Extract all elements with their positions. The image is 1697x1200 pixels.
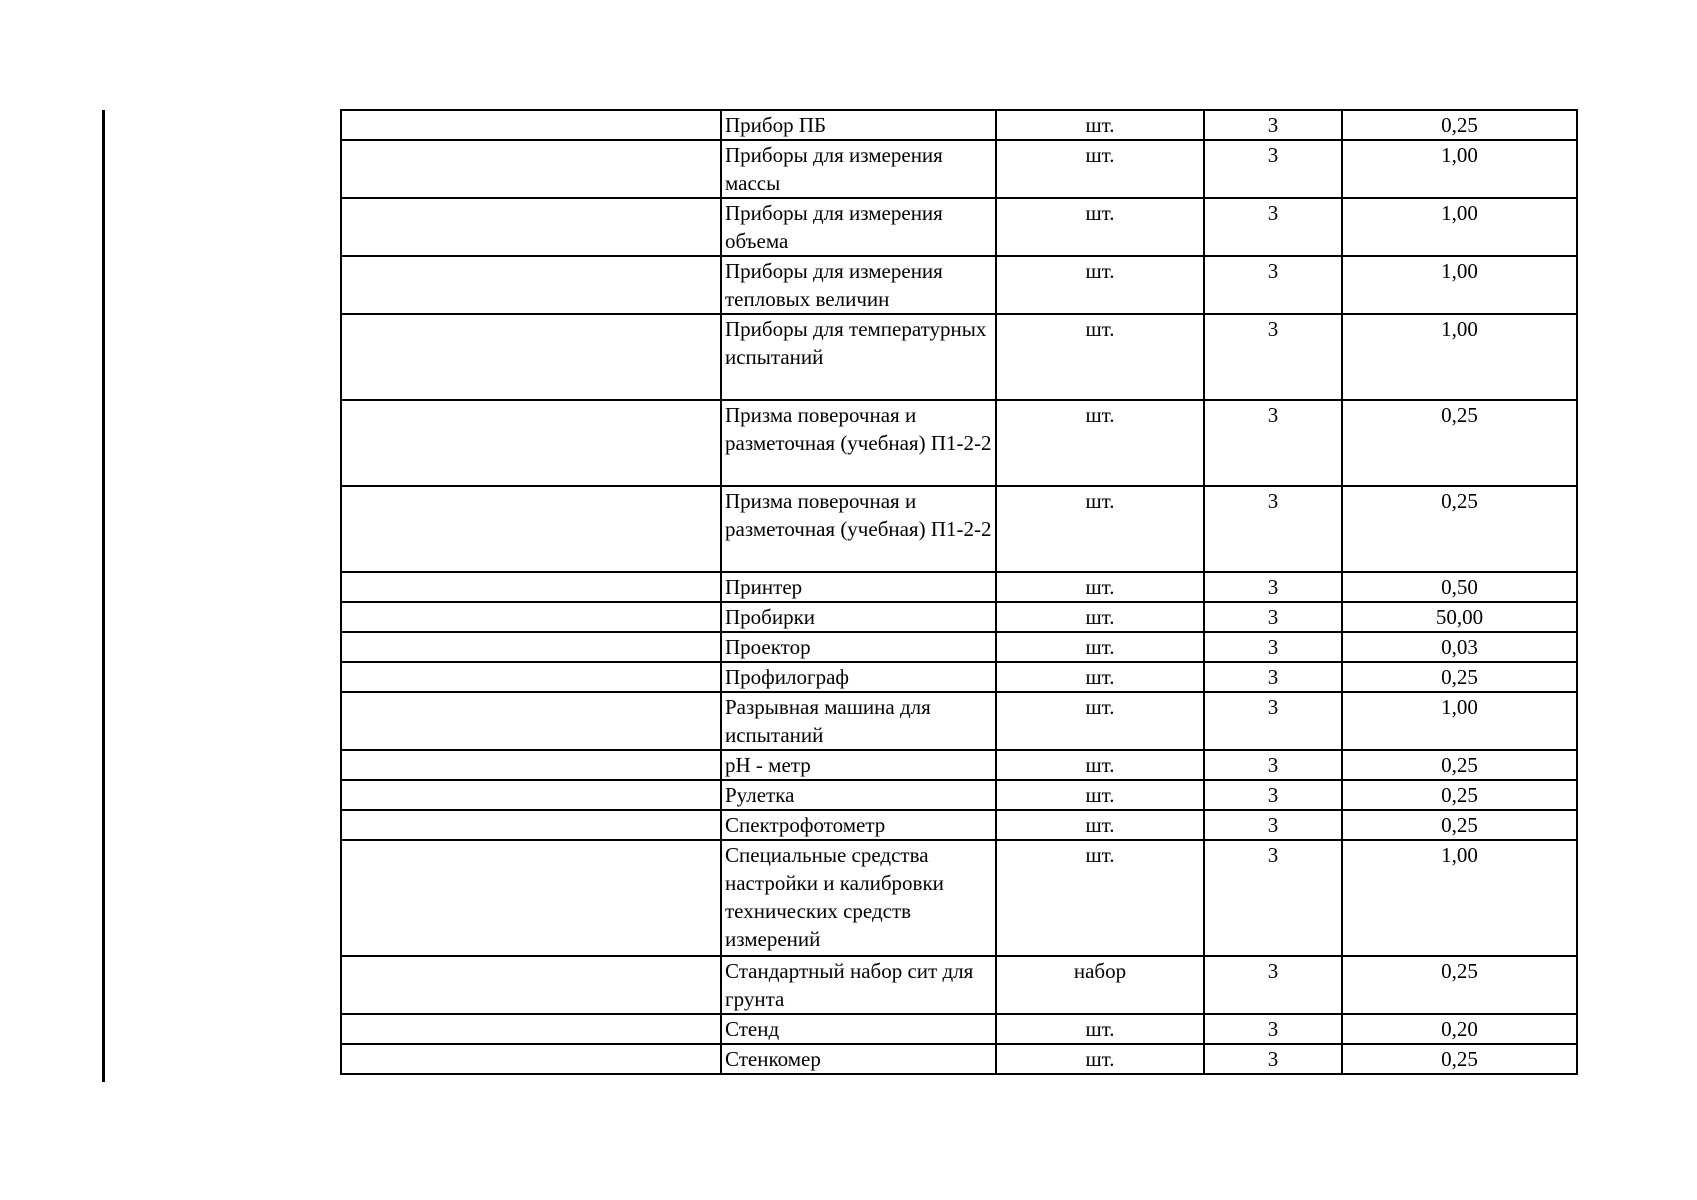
- quantity-cell: 3: [1204, 314, 1342, 400]
- blank-cell: [341, 572, 721, 602]
- quantity-cell: 3: [1204, 602, 1342, 632]
- blank-cell: [341, 110, 721, 140]
- quantity-cell: 3: [1204, 750, 1342, 780]
- norm-value-cell: 0,25: [1342, 486, 1577, 572]
- blank-cell: [341, 750, 721, 780]
- unit-cell: шт.: [996, 1014, 1204, 1044]
- unit-cell: шт.: [996, 662, 1204, 692]
- blank-cell: [341, 314, 721, 400]
- unit-cell: шт.: [996, 602, 1204, 632]
- table-row: [341, 1014, 1577, 1044]
- blank-cell: [341, 1014, 721, 1044]
- table-row: [341, 780, 1577, 810]
- norm-value-cell: 1,00: [1342, 198, 1577, 256]
- blank-cell: [341, 140, 721, 198]
- unit-cell: шт.: [996, 632, 1204, 662]
- item-name-cell: Рулетка: [721, 780, 996, 810]
- blank-cell: [341, 400, 721, 486]
- unit-cell: шт.: [996, 780, 1204, 810]
- quantity-cell: 3: [1204, 198, 1342, 256]
- unit-cell: шт.: [996, 486, 1204, 572]
- item-name-cell: Стандартный набор сит для грунта: [721, 956, 996, 1014]
- quantity-cell: 3: [1204, 956, 1342, 1014]
- equipment-table-body: [341, 110, 1577, 1074]
- quantity-cell: 3: [1204, 1044, 1342, 1074]
- item-name-cell: Пробирки: [721, 602, 996, 632]
- blank-cell: [341, 692, 721, 750]
- norm-value-cell: 0,25: [1342, 750, 1577, 780]
- item-name-cell: pH - метр: [721, 750, 996, 780]
- unit-cell: шт.: [996, 314, 1204, 400]
- table-row: [341, 400, 1577, 486]
- item-name-cell: Стенд: [721, 1014, 996, 1044]
- norm-value-cell: 0,25: [1342, 956, 1577, 1014]
- unit-cell: шт.: [996, 692, 1204, 750]
- table-row: [341, 840, 1577, 956]
- table-row: [341, 956, 1577, 1014]
- quantity-cell: 3: [1204, 662, 1342, 692]
- norm-value-cell: 0,25: [1342, 110, 1577, 140]
- item-name-cell: Приборы для температурных испытаний: [721, 314, 996, 400]
- quantity-cell: 3: [1204, 400, 1342, 486]
- quantity-cell: 3: [1204, 1014, 1342, 1044]
- quantity-cell: 3: [1204, 840, 1342, 956]
- equipment-table: [340, 109, 1578, 1075]
- blank-cell: [341, 840, 721, 956]
- quantity-cell: 3: [1204, 810, 1342, 840]
- norm-value-cell: 0,20: [1342, 1014, 1577, 1044]
- norm-value-cell: 1,00: [1342, 140, 1577, 198]
- unit-cell: шт.: [996, 810, 1204, 840]
- table-row: [341, 256, 1577, 314]
- norm-value-cell: 0,25: [1342, 400, 1577, 486]
- table-row: [341, 486, 1577, 572]
- norm-value-cell: 0,25: [1342, 810, 1577, 840]
- unit-cell: шт.: [996, 140, 1204, 198]
- quantity-cell: 3: [1204, 780, 1342, 810]
- item-name-cell: Приборы для измерения тепловых величин: [721, 256, 996, 314]
- norm-value-cell: 50,00: [1342, 602, 1577, 632]
- table-row: [341, 140, 1577, 198]
- quantity-cell: 3: [1204, 110, 1342, 140]
- norm-value-cell: 0,25: [1342, 662, 1577, 692]
- unit-cell: шт.: [996, 840, 1204, 956]
- table-row: [341, 810, 1577, 840]
- table-row: [341, 198, 1577, 256]
- unit-cell: шт.: [996, 198, 1204, 256]
- item-name-cell: Профилограф: [721, 662, 996, 692]
- quantity-cell: 3: [1204, 140, 1342, 198]
- table-row: [341, 314, 1577, 400]
- unit-cell: шт.: [996, 1044, 1204, 1074]
- norm-value-cell: 1,00: [1342, 692, 1577, 750]
- blank-cell: [341, 956, 721, 1014]
- item-name-cell: Специальные средства настройки и калибровки технических средств измерений: [721, 840, 996, 956]
- table-row: [341, 572, 1577, 602]
- unit-cell: шт.: [996, 572, 1204, 602]
- quantity-cell: 3: [1204, 572, 1342, 602]
- unit-cell: шт.: [996, 256, 1204, 314]
- item-name-cell: Стенкомер: [721, 1044, 996, 1074]
- norm-value-cell: 0,25: [1342, 780, 1577, 810]
- blank-cell: [341, 1044, 721, 1074]
- item-name-cell: Прибор ПБ: [721, 110, 996, 140]
- quantity-cell: 3: [1204, 692, 1342, 750]
- table-row: [341, 750, 1577, 780]
- table-row: [341, 110, 1577, 140]
- norm-value-cell: 0,25: [1342, 1044, 1577, 1074]
- item-name-cell: Принтер: [721, 572, 996, 602]
- norm-value-cell: 0,03: [1342, 632, 1577, 662]
- table-row: [341, 662, 1577, 692]
- blank-cell: [341, 486, 721, 572]
- norm-value-cell: 0,50: [1342, 572, 1577, 602]
- item-name-cell: Призма поверочная и разметочная (учебная) П1-2-2: [721, 400, 996, 486]
- item-name-cell: Проектор: [721, 632, 996, 662]
- unit-cell: шт.: [996, 750, 1204, 780]
- table-row: [341, 632, 1577, 662]
- quantity-cell: 3: [1204, 256, 1342, 314]
- unit-cell: набор: [996, 956, 1204, 1014]
- quantity-cell: 3: [1204, 486, 1342, 572]
- norm-value-cell: 1,00: [1342, 314, 1577, 400]
- unit-cell: шт.: [996, 400, 1204, 486]
- quantity-cell: 3: [1204, 632, 1342, 662]
- item-name-cell: Спектрофотометр: [721, 810, 996, 840]
- blank-cell: [341, 632, 721, 662]
- table-row: [341, 602, 1577, 632]
- item-name-cell: Приборы для измерения массы: [721, 140, 996, 198]
- blank-cell: [341, 780, 721, 810]
- item-name-cell: Призма поверочная и разметочная (учебная) П1-2-2: [721, 486, 996, 572]
- blank-cell: [341, 810, 721, 840]
- blank-cell: [341, 602, 721, 632]
- table-row: [341, 1044, 1577, 1074]
- blank-cell: [341, 662, 721, 692]
- unit-cell: шт.: [996, 110, 1204, 140]
- table-row: [341, 692, 1577, 750]
- item-name-cell: Приборы для измерения объема: [721, 198, 996, 256]
- page-margin-line: [102, 110, 105, 1082]
- item-name-cell: Разрывная машина для испытаний: [721, 692, 996, 750]
- blank-cell: [341, 256, 721, 314]
- blank-cell: [341, 198, 721, 256]
- norm-value-cell: 1,00: [1342, 256, 1577, 314]
- norm-value-cell: 1,00: [1342, 840, 1577, 956]
